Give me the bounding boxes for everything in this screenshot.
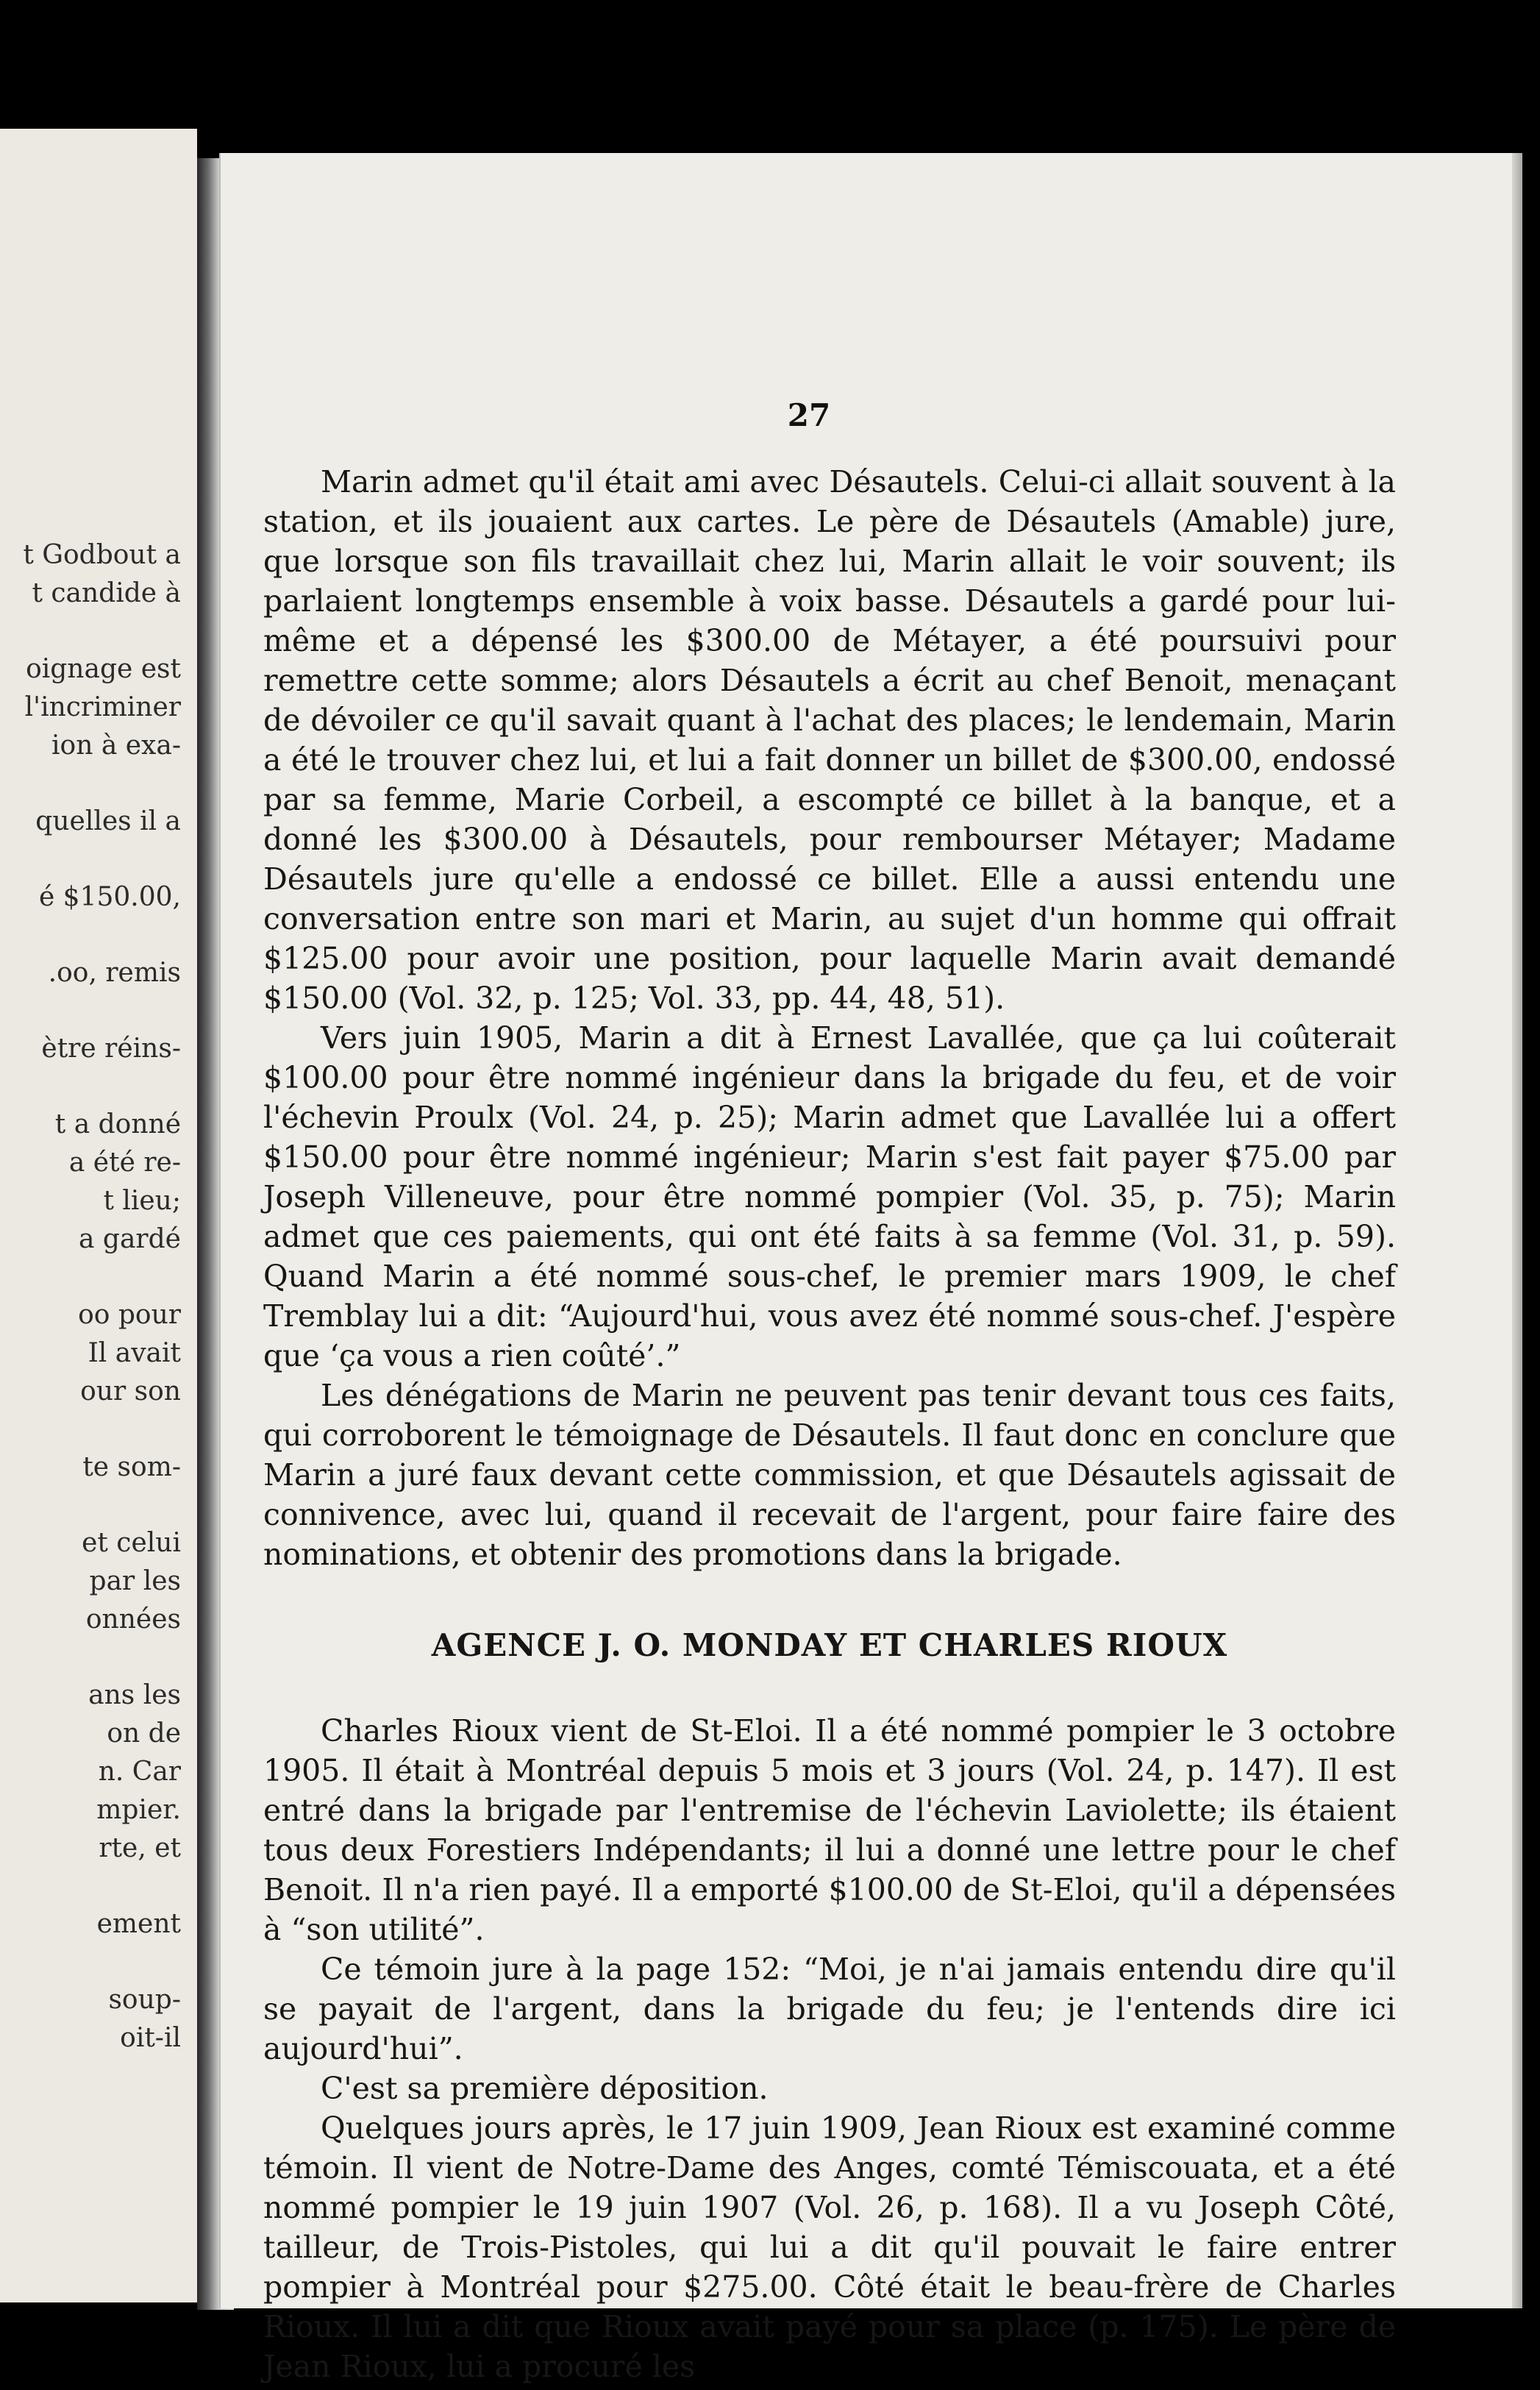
left-page-line: ement [96,1909,181,1939]
left-page-line: quelles il a [35,806,181,836]
section-heading: AGENCE J. O. MONDAY ET CHARLES RIOUX [431,1627,1228,1663]
page-number: 27 [787,397,831,433]
left-page-line: et celui [82,1528,181,1558]
right-page [219,153,1522,2384]
left-page-line: t a donné [54,1109,181,1139]
paragraph: C'est sa première déposition. [321,2071,769,2106]
paragraph: Marin admet qu'il était ami avec Désautels. Celui-ci allait souvent à la station, et ils jouaient aux cartes. Le père de Désautels (Amable) jure, que lorsque son fils travaillait chez lui, Marin allait le voir souvent; ils parlaient longtemps ensemble à voix basse. Désautels a gardé pour lui-même et a dépensé les $300.00 de Métayer, a été poursuivi pour remettre cette somme; alors Désautels a écrit au chef Benoit, menaçant de dévoiler ce qu'il savait quant à l'achat des places; le lendemain, Marin a été le trouver chez lui, et lui a fait donner un billet de $300.00, endossé par sa femme, Marie Corbeil, a escompté ce billet à la banque, et a donné les $300.00 à Désautels, pour rembourser Métayer; Madame Désautels jure qu'elle a endossé ce billet. Elle a aussi entendu une conversation entre son mari et Marin, au sujet d'un homme qui offrait $125.00 pour avoir une position, pour laquelle Marin avait demandé $150.00 (Vol. 32, p. 125; Vol. 33, pp. 44, 48, 51). [263,464,1396,1016]
paragraph: Ce témoin jure à la page 152: “Moi, je n'ai jamais entendu dire qu'il se payait de l'argent, dans la brigade du feu; je l'entends dire ici aujourd'hui”. [263,1952,1396,2066]
left-page-line: .oo, remis [48,958,181,988]
left-page-line: a été re- [68,1148,181,1178]
left-page-line: é $150.00, [38,882,181,912]
left-page-line: on de [107,1718,181,1749]
left-page-line: t candide à [32,578,181,608]
left-page-line: soup- [108,1985,181,2015]
page-edge [1512,153,1522,2308]
left-page-line: oit-il [120,2023,181,2053]
left-page-line: oo pour [78,1300,181,1330]
body-text [263,462,1396,2386]
left-page-line: our son [80,1376,181,1406]
left-page-line: l'incriminer [24,692,181,722]
left-page-line: t lieu; [103,1186,181,1216]
left-page-line: ion à exa- [51,730,181,761]
paragraph: Les dénégations de Marin ne peuvent pas tenir devant tous ces faits, qui corroborent le témoignage de Désautels. Il faut donc en conclure que Marin a juré faux devant cette commission, et que Désautels agissait de connivence, avec lui, quand il recevait de l'argent, pour faire faire des nominations, et obtenir des promotions dans la brigade. [263,1378,1396,1572]
left-page-fragment [0,129,197,2302]
left-page-line: onnées [85,1604,181,1635]
left-page-line: ans les [88,1680,181,1710]
paragraph: Charles Rioux vient de St-Eloi. Il a été nommé pompier le 3 octobre 1905. Il était à Montréal depuis 5 mois et 3 jours (Vol. 24, p. 147). Il est entré dans la brigade par l'entremise de l'échevin Laviolette; ils étaient tous deux Forestiers Indépendants; il lui a donné une lettre pour le chef Benoit. Il n'a rien payé. Il a emporté $100.00 de St-Eloi, qu'il a dépensées à “son utilité”. [263,1713,1396,1947]
left-page-line: rte, et [99,1833,181,1863]
left-page-line: Il avait [88,1338,181,1368]
left-page-line: n. Car [98,1757,181,1787]
left-page-line: te som- [82,1452,181,1482]
left-page-line: oignage est [26,654,181,684]
left-page-line: mpier. [96,1795,181,1825]
left-page-line: ètre réins- [41,1034,181,1064]
left-page-line: a gardé [79,1224,181,1254]
paragraph: Vers juin 1905, Marin a dit à Ernest Lavallée, que ça lui coûterait $100.00 pour être nommé ingénieur dans la brigade du feu, et de voir l'échevin Proulx (Vol. 24, p. 25); Marin admet que Lavallée lui a offert $150.00 pour être nommé ingénieur; Marin s'est fait payer $75.00 par Joseph Villeneuve, pour être nommé pompier (Vol. 35, p. 75); Marin admet que ces paiements, qui ont été faits à sa femme (Vol. 31, p. 59). Quand Marin a été nommé sous-chef, le premier mars 1909, le chef Tremblay lui a dit: “Aujourd'hui, vous avez été nommé sous-chef. J'espère que ‘ça vous a rien coûté’.” [263,1020,1396,1373]
paragraph: Quelques jours après, le 17 juin 1909, Jean Rioux est examiné comme témoin. Il vient de Notre-Dame des Anges, comté Témiscouata, et a été nommé pompier le 19 juin 1907 (Vol. 26, p. 168). Il a vu Joseph Côté, tailleur, de Trois-Pistoles, qui lui a dit qu'il pouvait le faire entrer pompier à Montréal pour $275.00. Côté était le beau-frère de Charles Rioux. Il lui a dit que Rioux avait payé pour sa place (p. 175). Le père de Jean Rioux, lui a procuré les [263,2110,1396,2384]
left-page-line: par les [89,1566,181,1596]
left-page-line: t Godbout a [23,540,181,570]
